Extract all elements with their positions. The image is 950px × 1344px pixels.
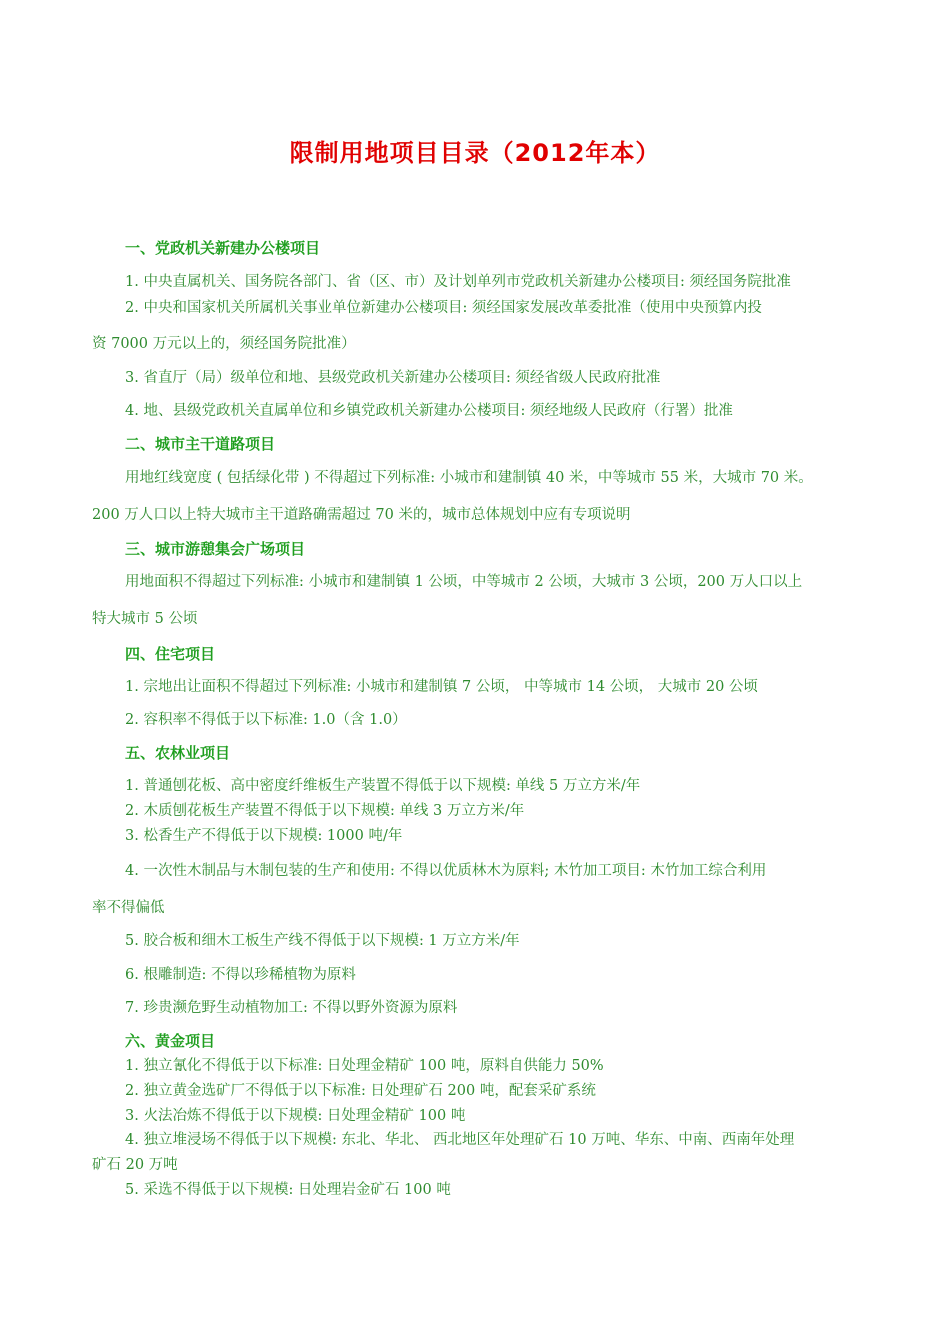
section-heading: 五、农林业项目 bbox=[125, 744, 231, 762]
list-item: 1. 宗地出让面积不得超过下列标准: 小城市和建制镇 7 公顷， 中等城市 14 公顷， 大城市 20 公顷 bbox=[125, 679, 758, 695]
list-item: 矿石 20 万吨 bbox=[92, 1157, 178, 1173]
list-item: 5. 胶合板和细木工板生产线不得低于以下规模: 1 万立方米/年 bbox=[125, 933, 520, 949]
list-item: 2. 独立黄金选矿厂不得低于以下标准: 日处理矿石 200 吨，配套采矿系统 bbox=[125, 1083, 596, 1099]
list-item: 1. 独立氰化不得低于以下标准: 日处理金精矿 100 吨，原料自供能力 50% bbox=[125, 1058, 604, 1074]
list-item: 5. 采选不得低于以下规模: 日处理岩金矿石 100 吨 bbox=[125, 1182, 451, 1198]
paragraph-line: 特大城市 5 公顷 bbox=[92, 611, 198, 627]
list-item: 7. 珍贵濒危野生动植物加工: 不得以野外资源为原料 bbox=[125, 1000, 458, 1016]
section-heading: 二、城市主干道路项目 bbox=[125, 435, 276, 453]
section-heading: 四、住宅项目 bbox=[125, 645, 216, 663]
list-item: 1. 普通刨花板、高中密度纤维板生产装置不得低于以下规模: 单线 5 万立方米/年 bbox=[125, 778, 641, 794]
list-item: 率不得偏低 bbox=[92, 900, 165, 916]
paragraph-line: 用地面积不得超过下列标准: 小城市和建制镇 1 公顷，中等城市 2 公顷，大城市 3 公顷，200 万人口以上 bbox=[125, 574, 803, 590]
list-item: 3. 松香生产不得低于以下规模: 1000 吨/年 bbox=[125, 828, 403, 844]
list-item: 3. 省直厅（局）级单位和地、县级党政机关新建办公楼项目: 须经省级人民政府批准 bbox=[125, 370, 661, 386]
list-item: 2. 容积率不得低于以下标准: 1.0（含 1.0） bbox=[125, 712, 407, 728]
list-item: 4. 地、县级党政机关直属单位和乡镇党政机关新建办公楼项目: 须经地级人民政府（行署）批准 bbox=[125, 403, 733, 419]
paragraph-line: 200 万人口以上特大城市主干道路确需超过 70 米的，城市总体规划中应有专项说明 bbox=[92, 507, 631, 523]
page-title: 限制用地项目目录（2012年本） bbox=[289, 139, 661, 167]
list-item: 6. 根雕制造: 不得以珍稀植物为原料 bbox=[125, 967, 356, 983]
list-item: 3. 火法冶炼不得低于以下规模: 日处理金精矿 100 吨 bbox=[125, 1108, 466, 1124]
list-item: 1. 中央直属机关、国务院各部门、省（区、市）及计划单列市党政机关新建办公楼项目: 须经国务院批准 bbox=[125, 274, 791, 290]
section-heading: 一、党政机关新建办公楼项目 bbox=[125, 239, 321, 257]
section-heading: 六、黄金项目 bbox=[125, 1032, 216, 1050]
list-item: 2. 木质刨花板生产装置不得低于以下规模: 单线 3 万立方米/年 bbox=[125, 803, 525, 819]
list-item: 资 7000 万元以上的，须经国务院批准） bbox=[92, 336, 356, 352]
list-item: 2. 中央和国家机关所属机关事业单位新建办公楼项目: 须经国家发展改革委批准（使用中央预算内投 bbox=[125, 300, 762, 316]
paragraph-line: 用地红线宽度 ( 包括绿化带 ) 不得超过下列标准: 小城市和建制镇 40 米，中等城市 55 米，大城市 70 米。 bbox=[125, 470, 813, 486]
list-item: 4. 独立堆浸场不得低于以下规模: 东北、华北、 西北地区年处理矿石 10 万吨、华东、中南、西南年处理 bbox=[125, 1132, 795, 1148]
section-heading: 三、城市游憩集会广场项目 bbox=[125, 540, 306, 558]
list-item: 4. 一次性木制品与木制包装的生产和使用: 不得以优质林木为原料; 木竹加工项目: 木竹加工综合利用 bbox=[125, 863, 767, 879]
